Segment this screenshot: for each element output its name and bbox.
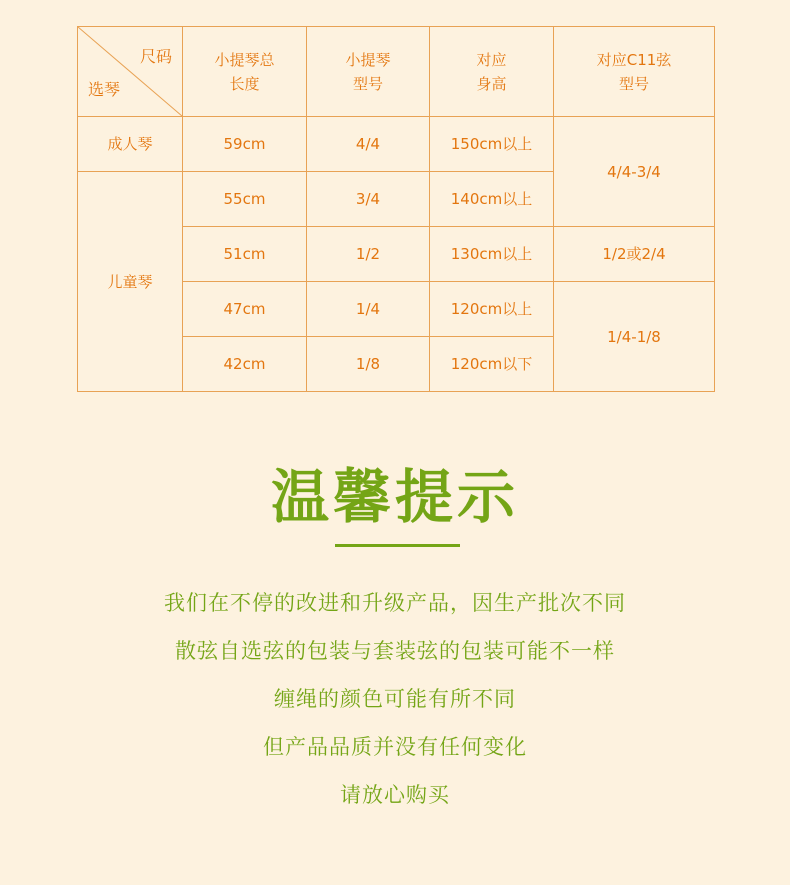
notice-title: 温馨提示: [270, 463, 519, 531]
cell-height: 120cm以上: [430, 282, 554, 337]
header-violin-model: 小提琴 型号: [307, 27, 430, 117]
cell-strings: 4/4-3/4: [554, 117, 715, 227]
notice-line: 但产品品质并没有任何变化: [263, 735, 527, 759]
notice-line: 我们在不停的改进和升级产品，因生产批次不同: [164, 591, 626, 615]
cell-length: 42cm: [183, 337, 307, 392]
table-header-row: [78, 27, 715, 117]
cell-strings: 1/4-1/8: [554, 282, 715, 392]
header-height: 对应 身高: [430, 27, 554, 117]
size-table: [77, 26, 715, 392]
cell-length: 55cm: [183, 172, 307, 227]
notice-line: 请放心购买: [340, 783, 450, 807]
header-string-model: 对应C11弦 型号: [554, 27, 715, 117]
diagonal-divider: [78, 27, 182, 116]
cell-height: 140cm以上: [430, 172, 554, 227]
cell-height: 120cm以下: [430, 337, 554, 392]
corner-size-label: 尺码: [139, 47, 172, 66]
cell-length: 51cm: [183, 227, 307, 282]
cell-length: 59cm: [183, 117, 307, 172]
header-total-length: 小提琴总 长度: [183, 27, 307, 117]
notice-line: 缠绳的颜色可能有所不同: [274, 687, 516, 711]
cell-model: 1/4: [307, 282, 430, 337]
table-row: [78, 117, 715, 172]
cell-height: 150cm以上: [430, 117, 554, 172]
cell-model: 3/4: [307, 172, 430, 227]
title-underline: [335, 544, 460, 547]
cell-model: 4/4: [307, 117, 430, 172]
cell-model: 1/2: [307, 227, 430, 282]
cell-length: 47cm: [183, 282, 307, 337]
notice-text-block: [0, 586, 790, 826]
group-child: 儿童琴: [78, 172, 183, 392]
notice-line: 散弦自选弦的包装与套装弦的包装可能不一样: [175, 639, 615, 663]
cell-model: 1/8: [307, 337, 430, 392]
corner-choose-label: 选琴: [88, 80, 121, 99]
cell-strings: 1/2或2/4: [554, 227, 715, 282]
group-adult: 成人琴: [78, 117, 183, 172]
cell-height: 130cm以上: [430, 227, 554, 282]
corner-header-cell: [78, 27, 183, 117]
